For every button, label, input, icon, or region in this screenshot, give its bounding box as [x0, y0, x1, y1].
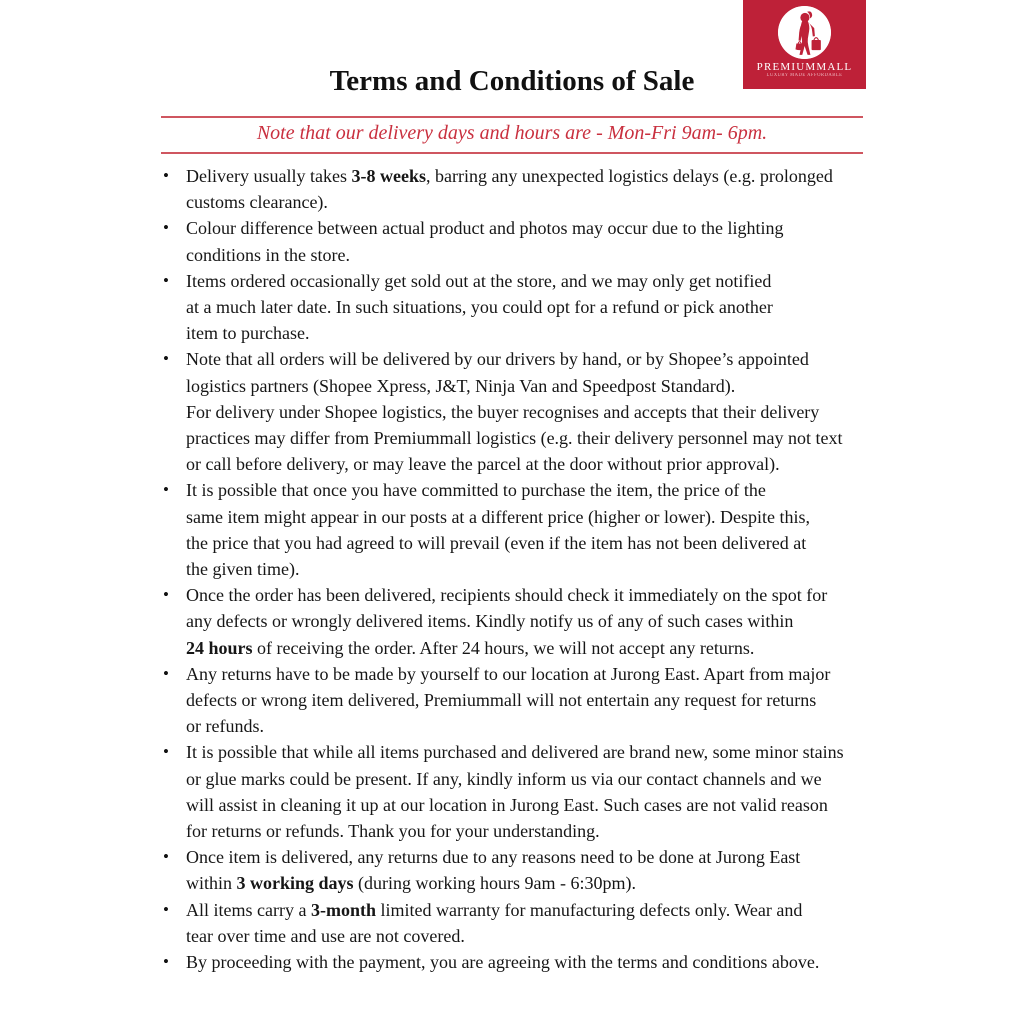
- logo-wordmark: PREMIUMMALL: [756, 61, 853, 73]
- term-line: [186, 399, 884, 425]
- term-line: [186, 792, 884, 818]
- term-text: item to purchase.: [186, 323, 310, 344]
- brand-logo: [743, 0, 866, 89]
- term-text: Once the order has been delivered, recipients should check it immediately on the spot for: [186, 585, 828, 606]
- term-item: [162, 215, 884, 267]
- term-text: Colour difference between actual product and photos may occur due to the lighting: [186, 218, 784, 239]
- term-text: All items carry a: [186, 899, 311, 920]
- term-text: tear over time and use are not covered.: [186, 925, 465, 946]
- term-line: [186, 189, 884, 215]
- term-line: [186, 268, 884, 294]
- term-line: [186, 818, 884, 844]
- term-text: For delivery under Shopee logistics, the buyer recognises and accepts that their delivery: [186, 401, 820, 422]
- term-line: [186, 844, 884, 870]
- term-item: [162, 477, 884, 582]
- term-line: [186, 766, 884, 792]
- term-line: [186, 320, 884, 346]
- term-text: any defects or wrongly delivered items. Kindly notify us of any of such cases within: [186, 611, 794, 632]
- term-text: for returns or refunds. Thank you for your understanding.: [186, 821, 600, 842]
- term-text: or call before delivery, or may leave the parcel at the door without prior approval).: [186, 454, 780, 475]
- term-text: conditions in the store.: [186, 244, 350, 265]
- term-text: defects or wrong item delivered, Premiummall will not entertain any request for returns: [186, 690, 817, 711]
- logo-tagline: LUXURY MADE AFFORDABLE: [766, 73, 843, 78]
- page-title: Terms and Conditions of Sale: [329, 65, 695, 97]
- term-text: limited warranty for manufacturing defects only. Wear and: [375, 899, 803, 920]
- term-text: Items ordered occasionally get sold out at the store, and we may only get notified: [186, 270, 772, 291]
- term-text: within: [186, 873, 237, 894]
- term-item: [162, 844, 884, 896]
- term-item: [162, 268, 884, 347]
- term-line: [186, 451, 884, 477]
- term-item: [162, 897, 884, 949]
- term-item: [162, 739, 884, 844]
- term-item: [162, 163, 884, 215]
- term-text: logistics partners (Shopee Xpress, J&T, Ninja Van and Speedpost Standard).: [186, 375, 736, 396]
- term-item: [162, 582, 884, 661]
- term-text-bold: 3 working days: [236, 873, 354, 894]
- term-line: [186, 215, 884, 241]
- term-line: [186, 739, 884, 765]
- term-text: or glue marks could be present. If any, kindly inform us via our contact channels and we: [186, 768, 822, 789]
- term-line: [186, 923, 884, 949]
- term-line: [186, 346, 884, 372]
- term-line: [186, 294, 884, 320]
- term-line: [186, 870, 884, 896]
- term-text-bold: 3-8 weeks: [351, 166, 426, 186]
- logo-circle: [778, 6, 831, 59]
- term-text: By proceeding with the payment, you are agreeing with the terms and conditions above.: [186, 952, 820, 973]
- term-line: [186, 713, 884, 739]
- term-text: (during working hours 9am - 6:30pm).: [353, 873, 637, 894]
- woman-shopper-icon: [778, 6, 831, 59]
- term-text: Delivery usually takes: [186, 166, 352, 186]
- term-line: [186, 661, 884, 687]
- term-line: [186, 582, 884, 608]
- term-line: [186, 530, 884, 556]
- term-text: Any returns have to be made by yourself to our location at Jurong East. Apart from major: [186, 663, 831, 684]
- term-line: [186, 477, 884, 503]
- term-line: [186, 425, 884, 451]
- term-item: [162, 661, 884, 740]
- term-text: , barring any unexpected logistics delays (e.g. prolonged: [425, 166, 833, 186]
- term-text: Once item is delivered, any returns due to any reasons need to be done at Jurong East: [186, 847, 801, 868]
- term-line: [186, 635, 884, 661]
- delivery-note-band: [161, 116, 863, 154]
- term-text: It is possible that once you have committed to purchase the item, the price of the: [186, 480, 766, 501]
- term-item: [162, 949, 884, 975]
- term-text: will assist in cleaning it up at our location in Jurong East. Such cases are not valid reason: [186, 794, 828, 815]
- term-line: [186, 687, 884, 713]
- term-line: [186, 949, 884, 975]
- term-text: the given time).: [186, 559, 300, 580]
- term-line: [186, 163, 884, 189]
- term-text: Note that all orders will be delivered by our drivers by hand, or by Shopee’s appointed: [186, 349, 809, 370]
- term-line: [186, 373, 884, 399]
- term-line: [186, 608, 884, 634]
- term-text: It is possible that while all items purchased and delivered are brand new, some minor stains: [186, 742, 844, 763]
- term-text: customs clearance).: [186, 192, 328, 213]
- term-line: [186, 556, 884, 582]
- term-text-bold: 24 hours: [186, 637, 253, 658]
- delivery-note-text: Note that our delivery days and hours are - Mon-Fri 9am- 6pm.: [256, 122, 768, 144]
- term-line: [186, 242, 884, 268]
- term-text: practices may differ from Premiummall logistics (e.g. their delivery personnel may not text: [186, 428, 843, 449]
- terms-list: [162, 163, 884, 975]
- term-text-bold: 3-month: [310, 899, 376, 920]
- term-text: same item might appear in our posts at a different price (higher or lower). Despite this,: [186, 506, 810, 527]
- term-line: [186, 897, 884, 923]
- term-text: the price that you had agreed to will prevail (even if the item has not been delivered at: [186, 532, 807, 553]
- term-text: at a much later date. In such situations, you could opt for a refund or pick another: [186, 297, 773, 318]
- term-text: or refunds.: [186, 716, 264, 737]
- term-item: [162, 346, 884, 477]
- term-line: [186, 504, 884, 530]
- term-text: of receiving the order. After 24 hours, we will not accept any returns.: [252, 637, 755, 658]
